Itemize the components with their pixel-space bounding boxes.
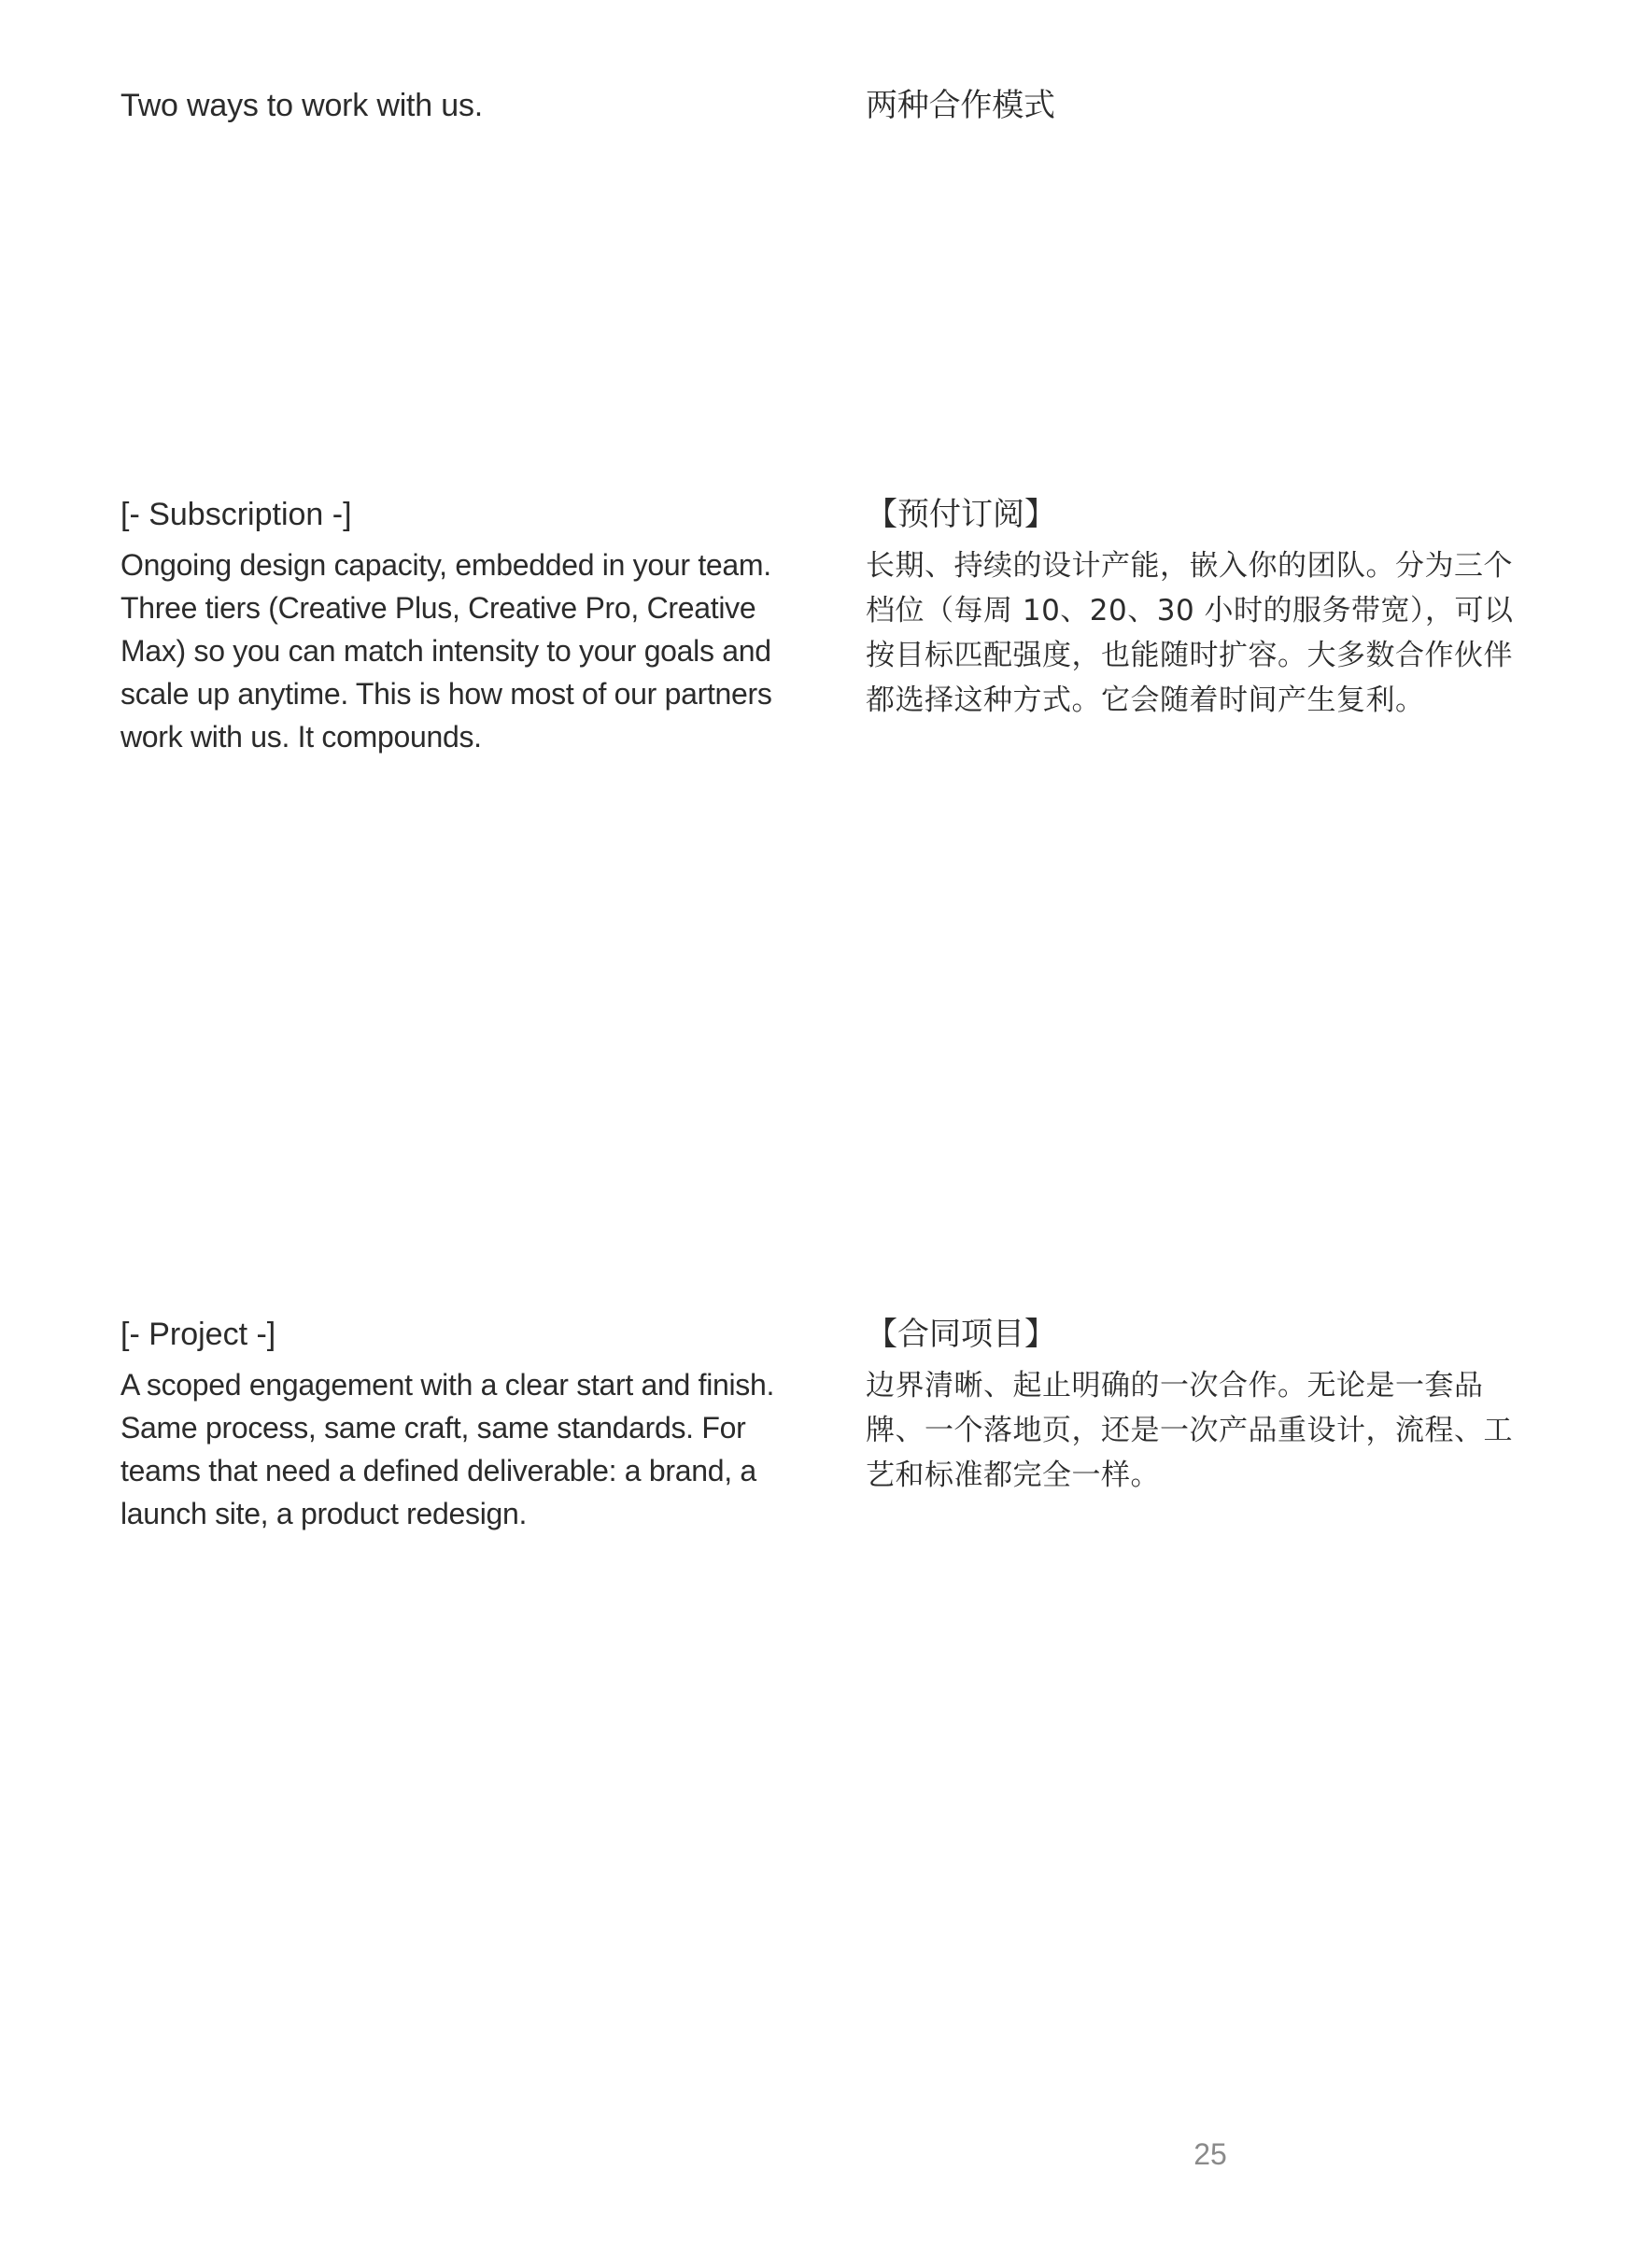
subscription-zh-section: [866, 493, 1538, 723]
subscription-body-en: Ongoing design capacity, embedded in your team. Three tiers (Creative Plus, Creative Pro, Creative Max) so you can match intensity to your goals and scale up anytime. This is how most of our partners work with us. It compounds.: [120, 548, 772, 754]
project-body-zh: 边界清晰、起止明确的一次合作。无论是一套品牌、一个落地页，还是一次产品重设计，流程、工艺和标准都完全一样。: [866, 1369, 1513, 1492]
project-en-section: [120, 1313, 793, 1535]
subscription-heading-en: [- Subscription -]: [120, 497, 352, 532]
title-en-block: [120, 84, 793, 127]
page-title-en: Two ways to work with us.: [120, 88, 484, 123]
project-body-en: A scoped engagement with a clear start and finish. Same process, same craft, same standards. For teams that need a defined deliverable: a brand, a launch site, a product redesign.: [120, 1368, 775, 1530]
project-zh-section: [866, 1313, 1538, 1498]
project-heading-en: [- Project -]: [120, 1317, 276, 1352]
title-zh-block: [866, 84, 1538, 127]
subscription-heading-zh: 【预付订阅】: [866, 496, 1056, 533]
subscription-en-section: [120, 493, 793, 758]
subscription-body-zh: 长期、持续的设计产能，嵌入你的团队。分为三个档位（每周 10、20、30 小时的服务带宽），可以按目标匹配强度，也能随时扩容。大多数合作伙伴都选择这种方式。它会随着时间产生复利。: [866, 549, 1514, 717]
page-number: 25: [1193, 2137, 1227, 2171]
project-heading-zh: 【合同项目】: [866, 1316, 1056, 1353]
page-title-zh: 两种合作模式: [866, 87, 1055, 124]
